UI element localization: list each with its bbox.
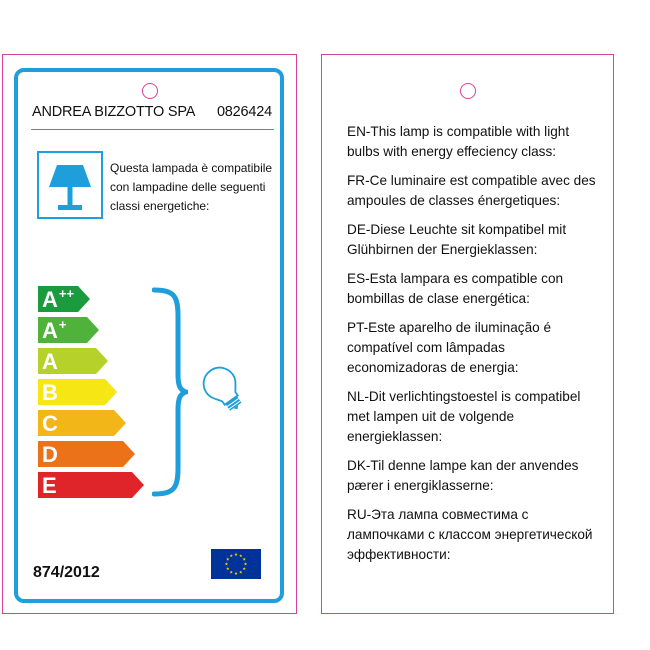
energy-class-letter: A+	[42, 317, 67, 343]
brand-row	[32, 104, 272, 120]
hang-hole	[460, 83, 476, 99]
product-code: 0826424	[216, 104, 272, 120]
translation-item: DE-Diese Leuchte sit kompatibel mit Glühbirnen der Energieklassen:	[347, 222, 567, 257]
translation-item: DK-Til denne lampe kan der anvendes pærer i energiklasserne:	[347, 458, 579, 493]
compat-line: Questa lampada è compatibile	[110, 161, 273, 175]
regulation-number: 874/2012	[33, 564, 100, 581]
energy-class-letter: E	[42, 473, 57, 498]
energy-class-letter: A++	[42, 286, 75, 312]
bracket-icon	[152, 286, 188, 498]
light-bulb-icon	[200, 363, 248, 415]
compat-line: con lampadine delle seguenti	[110, 180, 266, 194]
table-lamp-icon	[37, 151, 103, 219]
compatibility-text	[110, 159, 282, 216]
energy-class-arrow	[38, 379, 117, 405]
energy-class-arrow	[38, 472, 144, 498]
energy-class-modifier: +	[58, 317, 67, 332]
energy-class-arrow	[38, 317, 99, 343]
energy-class-arrow	[38, 410, 126, 436]
translation-item: RU-Эта лампа совместима с лампочками с классом энергетической эффективности:	[347, 507, 593, 562]
brand-name: ANDREA BIZZOTTO SPA	[32, 104, 196, 120]
translation-list	[347, 122, 597, 574]
energy-class-letter: C	[42, 411, 58, 436]
energy-class-arrow	[38, 348, 108, 374]
energy-class-arrow	[38, 441, 135, 467]
compat-line: classi energetiche:	[110, 199, 210, 213]
translation-item: FR-Ce luminaire est compatible avec des ampoules de classes énergetiques:	[347, 173, 596, 208]
energy-class-letter: A	[42, 349, 58, 374]
energy-class-letter: B	[42, 380, 58, 405]
eu-flag-icon	[211, 549, 261, 579]
translation-item: NL-Dit verlichtingstoestel is compatibel met lampen uit de volgende energieklassen:	[347, 389, 581, 444]
energy-class-arrow	[38, 286, 90, 312]
divider	[31, 129, 274, 130]
energy-class-letter: D	[42, 442, 58, 467]
energy-class-modifier: ++	[58, 286, 75, 301]
translation-item: EN-This lamp is compatible with light bulbs with energy effeciency class:	[347, 124, 570, 159]
translation-item: ES-Esta lampara es compatible con bombillas de clase energética:	[347, 271, 564, 306]
translation-item: PT-Este aparelho de iluminação é compatível com lâmpadas economizadoras de energia:	[347, 320, 552, 375]
